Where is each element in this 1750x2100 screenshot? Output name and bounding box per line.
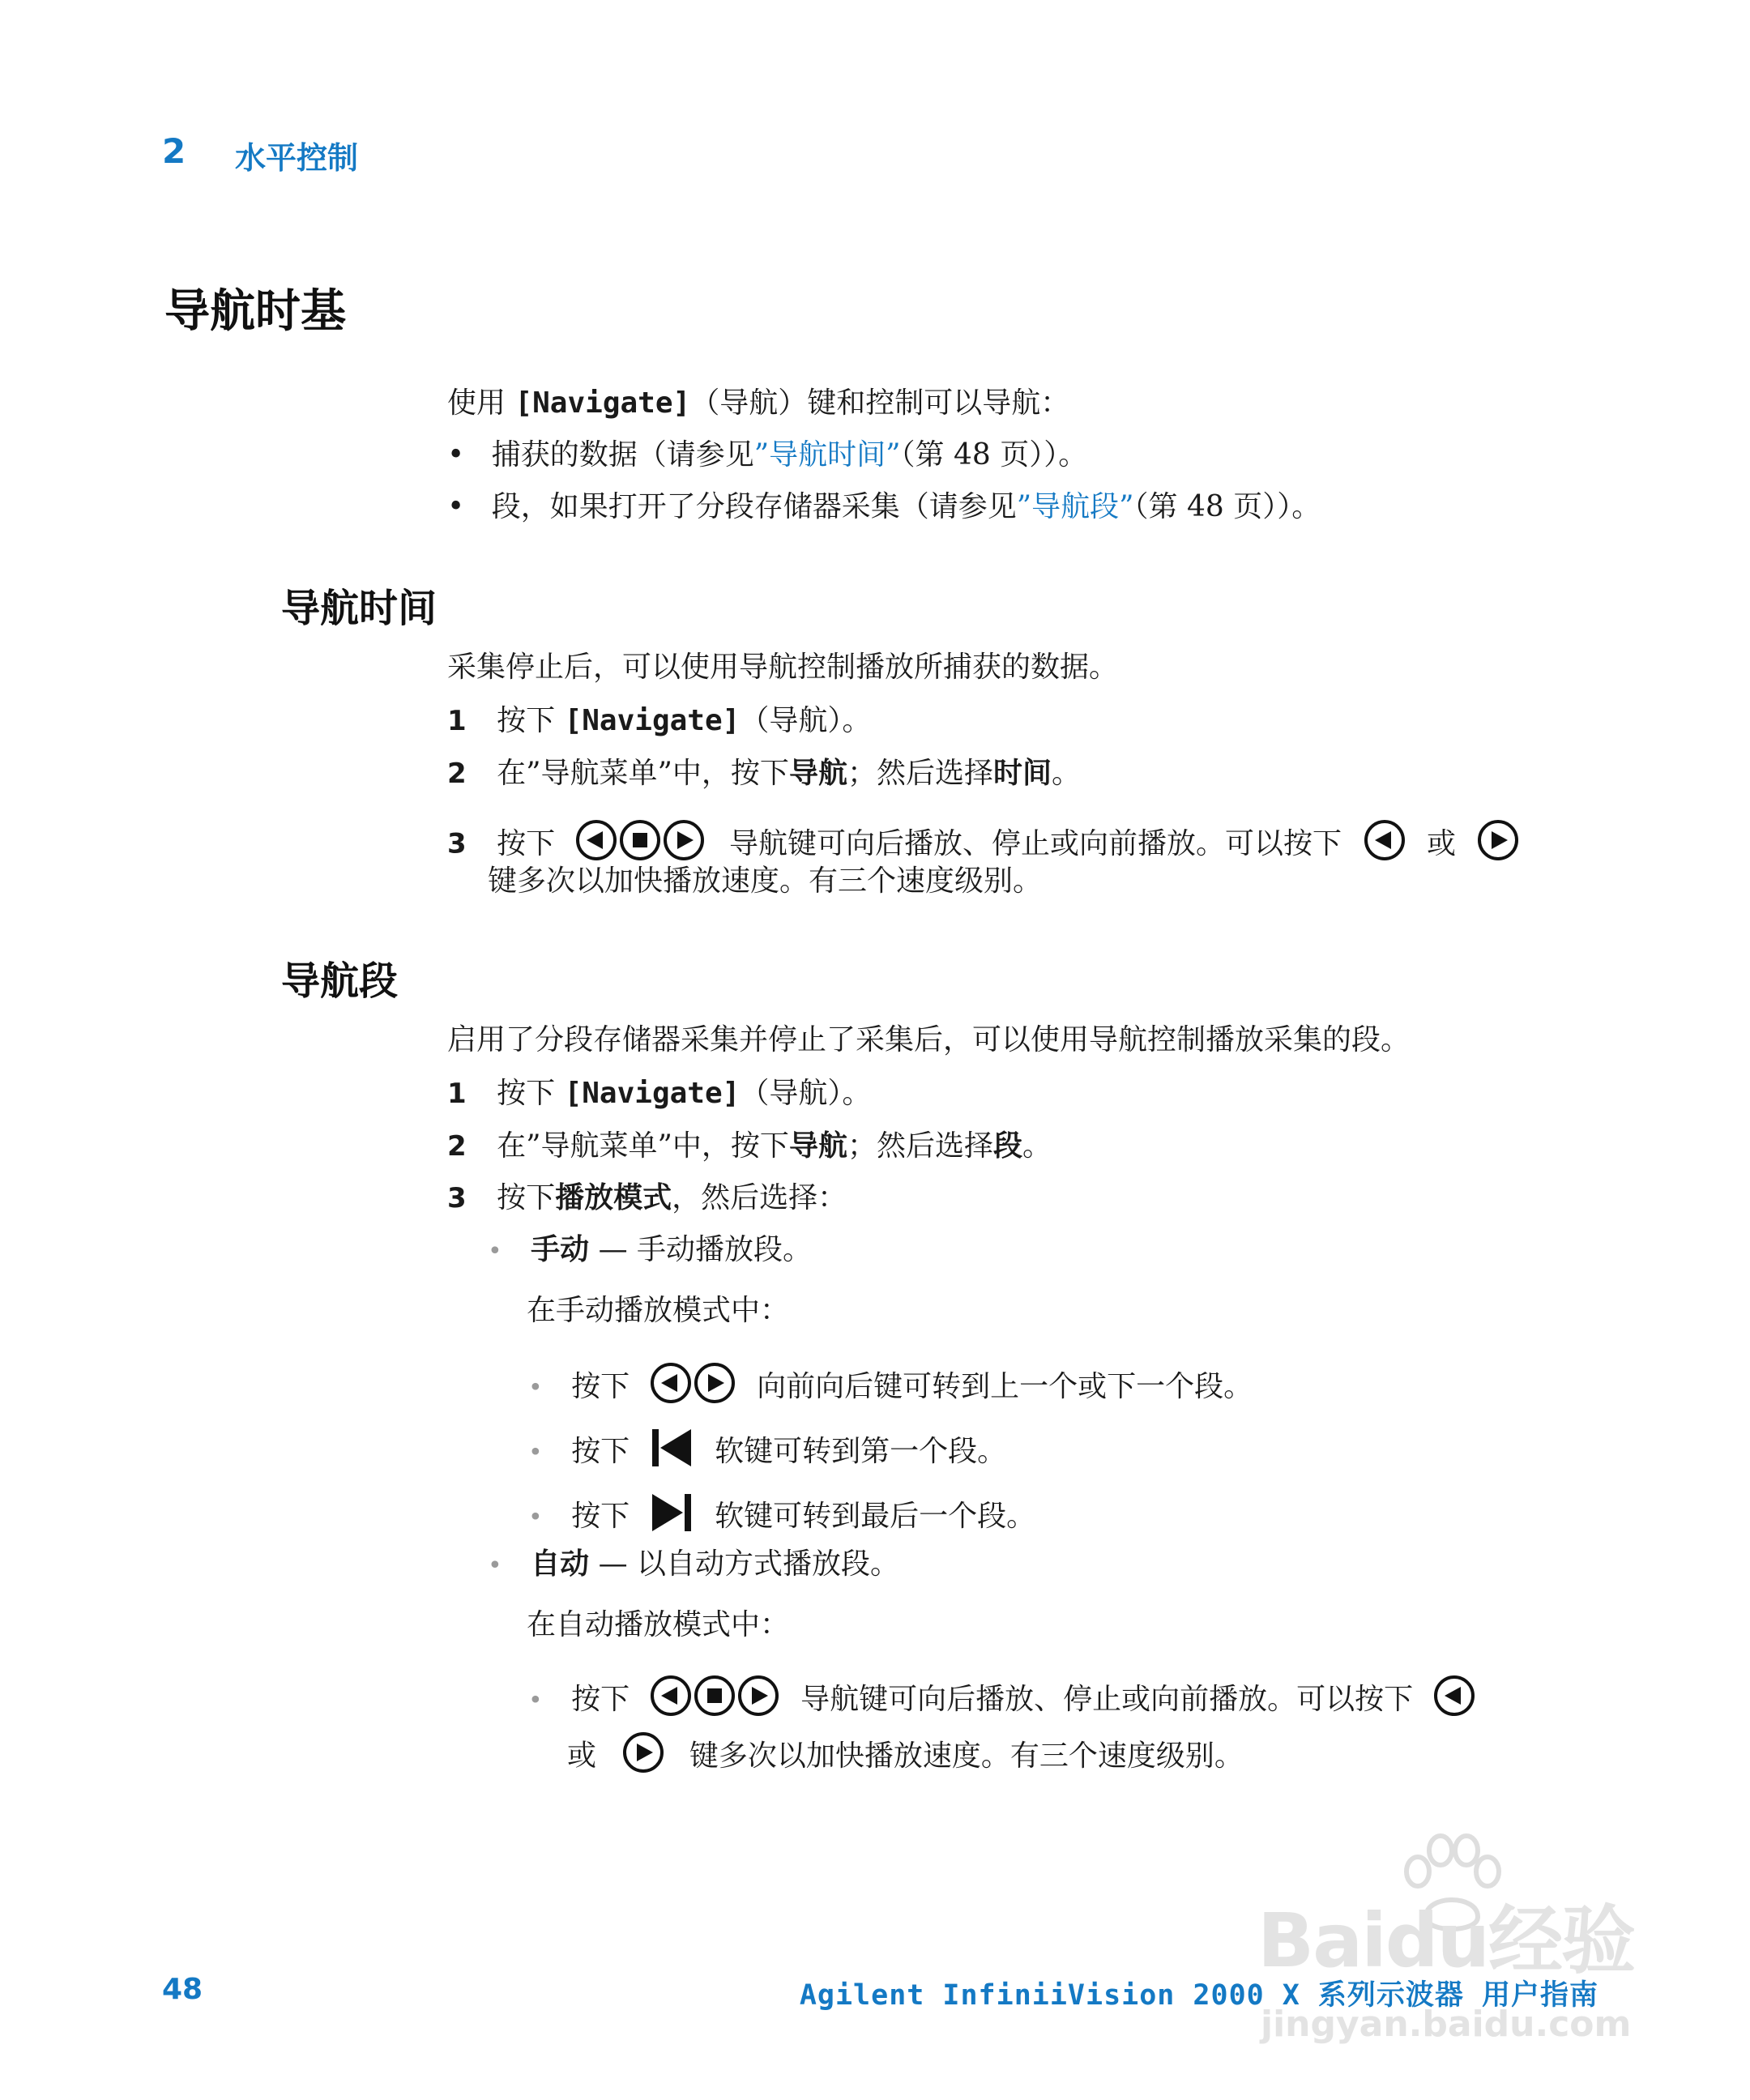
bold-term: 手动 [531, 1232, 590, 1266]
step [447, 702, 871, 741]
auto-mode-text: 在自动播放模式中： [527, 1608, 790, 1641]
bold-term: 段 [992, 1129, 1022, 1163]
step [447, 1178, 847, 1218]
page-title: 导航时基 [164, 285, 346, 338]
step-text: 导航键可向后播放、停止或向前播放。可以按下 [729, 826, 1342, 860]
step-text: 。 [1051, 757, 1081, 790]
step-text: 在”导航菜单”中，按下 [497, 1129, 789, 1163]
back-icon [1363, 818, 1406, 873]
bold-term: 导航 [788, 1129, 847, 1163]
step-text: 按下 [497, 1181, 556, 1214]
step-number: 1 [447, 1078, 467, 1110]
intro-post: （导航）键和控制可以导航： [690, 386, 1070, 420]
nav-time-intro: 采集停止后，可以使用导航控制播放所捕获的数据。 [447, 651, 1119, 684]
manual-mode-text: 在手动播放模式中： [527, 1294, 790, 1327]
nav-segments-intro: 启用了分段存储器采集并停止了采集后，可以使用导航控制播放采集的段。 [447, 1023, 1411, 1056]
link-nav-segments[interactable]: ”导航段” [1016, 490, 1134, 523]
step-text: 按下 [497, 704, 565, 737]
bullet: • [488, 1552, 502, 1580]
list-item [528, 1674, 1476, 1728]
step [447, 753, 1081, 793]
list-item-continuation [567, 1731, 1244, 1785]
or-text: 或 [567, 1739, 597, 1773]
stop-icon [693, 1674, 736, 1728]
step-number: 2 [447, 1130, 467, 1163]
list-item [447, 436, 1087, 475]
list-item-text: 按下 [571, 1369, 630, 1403]
list-item-text: — 以自动方式播放段。 [589, 1547, 900, 1581]
list-item-text: 导航键可向后播放、停止或向前播放。可以按下 [800, 1682, 1414, 1716]
watermark-url: jingyan.baidu.com [1261, 2004, 1632, 2045]
step-text: 按下 [497, 826, 556, 860]
play-icon [736, 1674, 780, 1728]
bullet-text-pre: 捕获的数据（请参见 [491, 438, 754, 472]
list-item-text: 按下 [571, 1434, 630, 1468]
last-segment-icon [649, 1491, 694, 1545]
step-number: 2 [447, 758, 467, 790]
bullet: • [528, 1503, 543, 1532]
list-item-text: — 手动播放段。 [589, 1233, 813, 1266]
step [447, 1126, 1052, 1166]
step-text: 按下 [497, 1077, 565, 1110]
step-text: ；然后选择 [847, 757, 993, 790]
step-text: ；然后选择 [847, 1129, 993, 1163]
play-icon [621, 1731, 665, 1785]
chapter-number: 2 [162, 131, 186, 171]
bullet: • [488, 1237, 502, 1266]
bullet: • [528, 1373, 543, 1402]
link-nav-time[interactable]: ”导航时间” [753, 438, 901, 472]
list-item [528, 1361, 1253, 1415]
page-number: 48 [162, 1973, 203, 2006]
list-item [528, 1426, 1006, 1480]
bullet: • [447, 490, 465, 523]
section-title-nav-time: 导航时间 [281, 586, 438, 631]
list-item-text: 按下 [571, 1499, 630, 1533]
step-text: （导航）。 [740, 1077, 872, 1110]
first-segment-icon [649, 1426, 694, 1480]
watermark-brand: Baidu经验 [1257, 1897, 1635, 1984]
bullet-text-post: （第 48 页））。 [900, 438, 1088, 472]
bold-term: 导航 [788, 756, 847, 790]
bullet: • [447, 438, 465, 472]
intro-pre: 使用 [447, 386, 515, 420]
play-icon [693, 1361, 736, 1415]
bullet-text-post: （第 48 页））。 [1133, 490, 1321, 523]
navigate-key-label: [Navigate] [564, 1077, 741, 1110]
step-continuation: 键多次以加快播放速度。有三个速度级别。 [488, 864, 1043, 898]
list-item-text: 按下 [571, 1682, 630, 1716]
step-number: 3 [447, 1182, 467, 1214]
bullet-text-pre: 段，如果打开了分段存储器采集（请参见 [491, 490, 1017, 523]
list-item [447, 488, 1321, 527]
chapter-title: 水平控制 [235, 140, 359, 176]
step-number: 3 [447, 827, 467, 860]
step-text: 在”导航菜单”中，按下 [497, 757, 789, 790]
navigate-key-label: [Navigate] [514, 386, 691, 420]
back-icon [649, 1361, 693, 1415]
play-icon [1476, 818, 1520, 873]
list-item-text: 键多次以加快播放速度。有三个速度级别。 [689, 1739, 1244, 1773]
footer-title: Agilent InfiniiVision 2000 X 系列示波器 用户指南 [799, 1979, 1598, 2012]
list-item [488, 1544, 899, 1586]
step-text: 。 [1022, 1129, 1052, 1163]
list-item-text: 向前向后键可转到上一个或下一个段。 [757, 1369, 1253, 1403]
step-text: ，然后选择： [672, 1181, 847, 1214]
bold-term: 自动 [531, 1547, 590, 1581]
step-number: 1 [447, 705, 467, 737]
list-item-text: 软键可转到第一个段。 [715, 1434, 1007, 1468]
back-icon [649, 1674, 693, 1728]
section-title-nav-segments: 导航段 [281, 958, 399, 1004]
list-item [488, 1230, 812, 1271]
bullet: • [528, 1686, 543, 1715]
section-intro [447, 384, 1069, 423]
bold-term: 播放模式 [555, 1180, 672, 1214]
list-item [528, 1491, 1035, 1545]
bullet: • [528, 1438, 543, 1467]
back-icon [1432, 1674, 1476, 1728]
step [447, 1074, 871, 1113]
navigate-key-label: [Navigate] [564, 704, 741, 737]
list-item-text: 软键可转到最后一个段。 [715, 1499, 1036, 1533]
bold-term: 时间 [992, 756, 1052, 790]
step-text: （导航）。 [740, 704, 872, 737]
or-text: 或 [1426, 826, 1456, 860]
